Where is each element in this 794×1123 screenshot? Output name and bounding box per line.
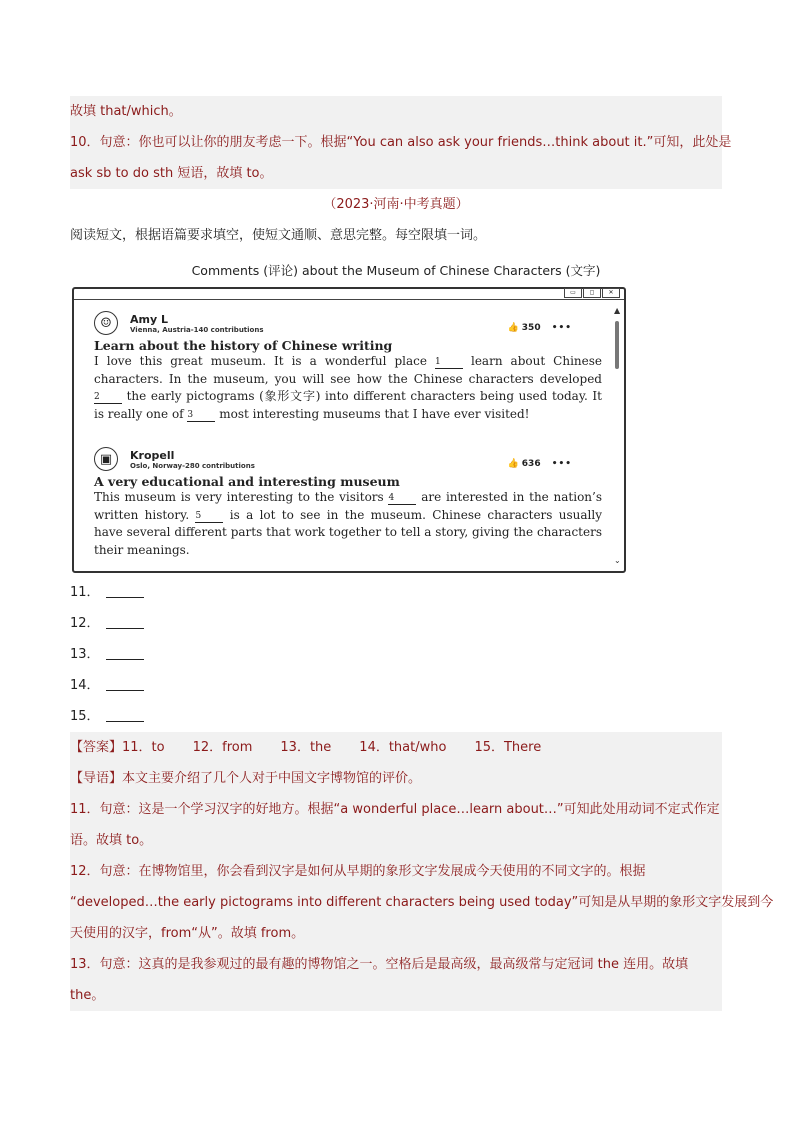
answer-blank (106, 583, 144, 598)
explanation-line: “developed…the early pictograms into different characters being used today”可知是从早期的象形文字发展到今 (70, 895, 774, 910)
avatar-icon: ☺ (94, 311, 118, 335)
maximize-icon: ◻ (583, 288, 601, 298)
close-icon: ✕ (602, 288, 620, 298)
review-text: This museum is very interesting to the visitors 4 are interested in the nation’s written history. 5 is a lot to see in the museum. Chinese characters usually have several different parts that work together to tell a story, giving the characters their meanings. (94, 490, 603, 557)
instruction: 阅读短文，根据语篇要求填空，使短文通顺、意思完整。每空限填一词。 (70, 228, 487, 243)
avatar-icon: ▣ (94, 447, 118, 471)
scrollbar (614, 307, 620, 565)
passage-title: Comments (评论) about the Museum of Chinese Characters (文字) (191, 263, 601, 278)
reviewer-location: Oslo, Norway-280 contributions (130, 461, 255, 470)
explanation-line: 天使用的汉字，from“从”。故填 from。 (70, 926, 305, 941)
answer-blank (106, 676, 144, 691)
question-list (70, 577, 722, 732)
question-item: 13． (70, 639, 722, 670)
explanation-line: ask sb to do sth 短语，故填 to。 (70, 166, 273, 181)
question-item: 14． (70, 670, 722, 701)
answer-section (70, 732, 774, 1011)
likes-count: 👍 350 ••• (507, 323, 572, 333)
review-card (94, 447, 602, 559)
document-page (70, 96, 774, 1011)
explanation-line: the。 (70, 988, 105, 1003)
review-title: Learn about the history of Chinese writing (94, 338, 393, 353)
blank-2: 2 (94, 392, 122, 404)
reviewer-name: Kropell (130, 448, 175, 462)
question-item: 15． (70, 701, 722, 732)
explanation-line: 语。故填 to。 (70, 833, 153, 848)
answer-blank (106, 614, 144, 629)
more-icon: ••• (551, 323, 572, 333)
explanation-line: 故填 that/which。 (70, 104, 182, 119)
thumbs-up-icon: 👍 (507, 323, 519, 333)
explanation-line: 13．句意：这真的是我参观过的最有趣的博物馆之一。空格后是最高级，最高级常与定冠词 the 连用。故填 (70, 957, 689, 972)
scroll-up-icon: ▲ (614, 306, 621, 315)
question-item: 12． (70, 608, 722, 639)
review-screenshot (72, 287, 626, 573)
previous-explanation (70, 96, 732, 189)
guide: 【导语】本文主要介绍了几个人对于中国文字博物馆的评价。 (70, 771, 422, 786)
review-card (94, 311, 602, 423)
blank-4: 4 (388, 493, 416, 505)
window-titlebar (74, 289, 624, 300)
review-text: I love this great museum. It is a wonderful place 1 learn about Chinese characters. In the museum, you will see how the Chinese characters developed 2 the early pictograms (象形文字) into different characters being used today. It is really one of 3 most interesting museums that I have ever visited! (94, 354, 602, 421)
answer-blank (106, 645, 144, 660)
review-title: A very educational and interesting museum (94, 474, 400, 489)
blank-1: 1 (435, 357, 463, 369)
more-icon: ••• (551, 459, 572, 469)
reviewer-name: Amy L (130, 312, 168, 326)
answer-blank (106, 707, 144, 722)
source-label: （2023·河南·中考真题） (323, 197, 469, 212)
scroll-down-icon: ⌄ (614, 556, 621, 565)
reviewer-location: Vienna, Austria-140 contributions (130, 325, 264, 334)
explanation-line: 12．句意：在博物馆里，你会看到汉字是如何从早期的象形文字发展成今天使用的不同文字的。根据 (70, 864, 646, 879)
guide-label: 【导语】 (70, 771, 123, 786)
question-item: 11． (70, 577, 722, 608)
explanation-line: 10．句意：你也可以让你的朋友考虑一下。根据“You can also ask your friends…think about it.”可知，此处是 (70, 135, 732, 150)
blank-5: 5 (195, 511, 223, 523)
thumbs-up-icon: 👍 (507, 459, 519, 469)
likes-count: 👍 636 ••• (507, 459, 572, 469)
explanation-line: 11．句意：这是一个学习汉字的好地方。根据“a wonderful place…learn about…”可知此处用动词不定式作定 (70, 802, 720, 817)
minimize-icon: ▭ (564, 288, 582, 298)
answer-label: 【答案】 (70, 740, 123, 755)
answer-key: 【答案】11．to 12．from 13．the 14．that/who 15．There (70, 740, 542, 755)
scroll-thumb (615, 321, 619, 369)
blank-3: 3 (187, 410, 215, 422)
